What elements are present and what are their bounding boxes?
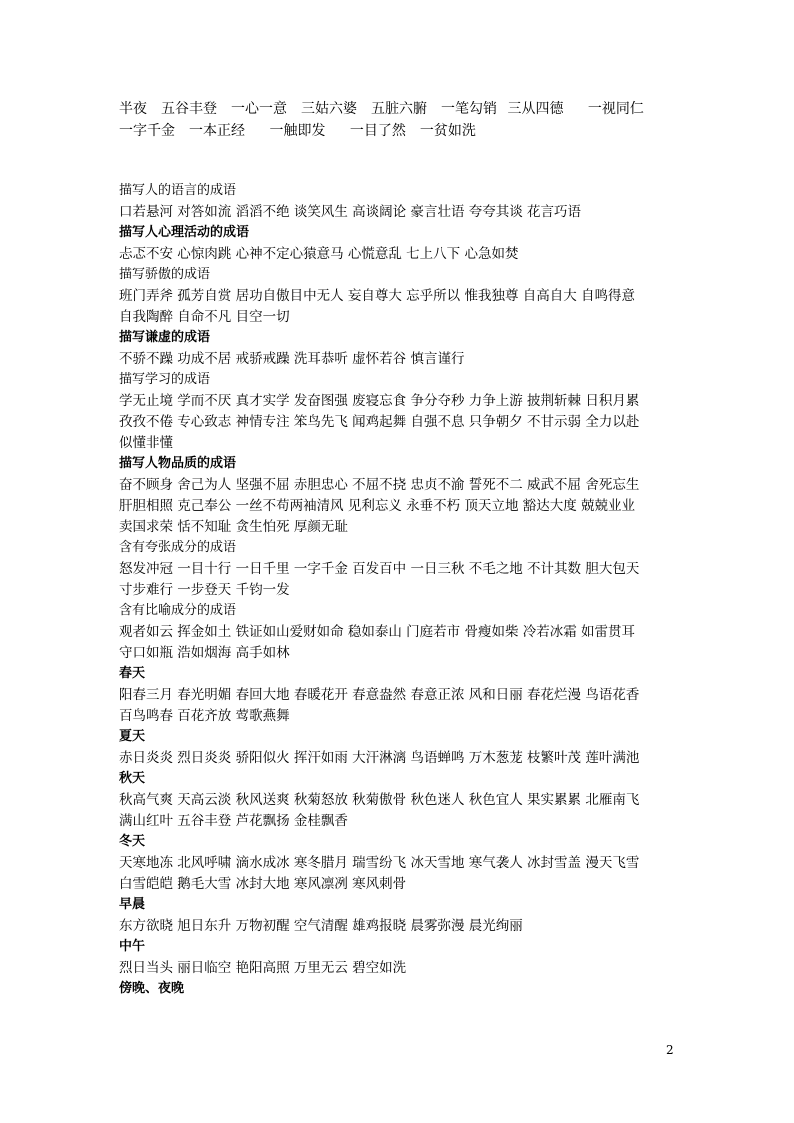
section-heading: 傍晚、夜晚 bbox=[119, 981, 185, 996]
section-heading: 早晨 bbox=[119, 897, 146, 912]
idiom-line: 学无止境 学而不厌 真才实学 发奋图强 废寝忘食 争分夺秒 力争上游 披荆斩棘 日积月累 bbox=[119, 393, 640, 409]
idiom-line: 秋高气爽 天高云淡 秋风送爽 秋菊怒放 秋菊傲骨 秋色迷人 秋色宜人 果实累累 北雁南飞 bbox=[119, 792, 640, 808]
idiom-line: 奋不顾身 舍己为人 坚强不屈 赤胆忠心 不屈不挠 忠贞不渝 誓死不二 威武不屈 舍死忘生 bbox=[119, 477, 640, 493]
idiom-line: 口若悬河 对答如流 滔滔不绝 谈笑风生 高谈阔论 豪言壮语 夸夸其谈 花言巧语 bbox=[119, 204, 582, 220]
idiom-line: 守口如瓶 浩如烟海 高手如林 bbox=[119, 645, 290, 661]
section-heading: 含有比喻成分的成语 bbox=[119, 603, 237, 618]
idiom-line: 肝胆相照 克己奉公 一丝不苟两袖清风 见利忘义 永垂不朽 顶天立地 豁达大度 兢兢业业 bbox=[119, 498, 636, 514]
idiom-line: 白雪皑皑 鹅毛大雪 冰封大地 寒风凛冽 寒风刺骨 bbox=[119, 876, 407, 892]
idiom-line: 卖国求荣 恬不知耻 贪生怕死 厚颜无耻 bbox=[119, 519, 348, 535]
idiom-line: 赤日炎炎 烈日炎炎 骄阳似火 挥汗如雨 大汗淋漓 鸟语蝉鸣 万木葱茏 枝繁叶茂 莲叶满池 bbox=[119, 750, 640, 766]
section-heading: 描写谦虚的成语 bbox=[119, 330, 211, 345]
section-heading: 春天 bbox=[119, 666, 146, 681]
section-heading: 描写学习的成语 bbox=[119, 372, 211, 387]
section-heading: 夏天 bbox=[119, 729, 146, 744]
idiom-line: 寸步难行 一步登天 千钧一发 bbox=[119, 582, 290, 598]
section-heading: 含有夸张成分的成语 bbox=[119, 540, 237, 555]
idiom-line: 天寒地冻 北风呼啸 滴水成冰 寒冬腊月 瑞雪纷飞 冰天雪地 寒气袭人 冰封雪盖 漫天飞雪 bbox=[119, 855, 640, 871]
idiom-line: 不骄不躁 功成不居 戒骄戒躁 洗耳恭听 虚怀若谷 慎言谨行 bbox=[119, 351, 465, 367]
section-heading: 描写人物品质的成语 bbox=[119, 456, 237, 471]
section-heading: 冬天 bbox=[119, 834, 146, 849]
idiom-line: 孜孜不倦 专心致志 神情专注 笨鸟先飞 闻鸡起舞 自强不息 只争朝夕 不甘示弱 全力以赴 bbox=[119, 414, 640, 430]
section-heading: 秋天 bbox=[119, 771, 146, 786]
section-heading: 描写人的语言的成语 bbox=[119, 183, 237, 198]
idiom-line: 百鸟鸣春 百花齐放 莺歌燕舞 bbox=[119, 708, 290, 724]
idiom-line: 满山红叶 五谷丰登 芦花飘扬 金桂飘香 bbox=[119, 813, 348, 829]
idiom-line: 忐忑不安 心惊肉跳 心神不定心猿意马 心慌意乱 七上八下 心急如焚 bbox=[119, 246, 519, 262]
idiom-line: 东方欲晓 旭日东升 万物初醒 空气清醒 雄鸡报晓 晨雾弥漫 晨光绚丽 bbox=[119, 918, 523, 934]
section-heading: 描写骄傲的成语 bbox=[119, 267, 211, 282]
idiom-line: 半夜 五谷丰登 一心一意 三姑六婆 五脏六腑 一笔勾销 三从四德 一视同仁 bbox=[119, 101, 644, 117]
idiom-line: 烈日当头 丽日临空 艳阳高照 万里无云 碧空如洗 bbox=[119, 960, 407, 976]
idiom-line: 阳春三月 春光明媚 春回大地 春暖花开 春意盎然 春意正浓 风和日丽 春花烂漫 鸟语花香 bbox=[119, 687, 640, 703]
section-heading: 中午 bbox=[119, 939, 146, 954]
idiom-line: 一字千金 一本正经 一触即发 一目了然 一贫如洗 bbox=[119, 123, 476, 139]
page-number: 2 bbox=[666, 1043, 674, 1057]
idiom-line: 观者如云 挥金如土 铁证如山爱财如命 稳如泰山 门庭若市 骨瘦如柴 冷若冰霜 如雷贯耳 bbox=[119, 624, 636, 640]
idiom-line: 自我陶醉 自命不凡 目空一切 bbox=[119, 309, 290, 325]
section-heading: 描写人心理活动的成语 bbox=[119, 225, 250, 240]
idiom-line: 怒发冲冠 一目十行 一日千里 一字千金 百发百中 一日三秋 不毛之地 不计其数 胆大包天 bbox=[119, 561, 640, 577]
idiom-line: 班门弄斧 孤芳自赏 居功自傲目中无人 妄自尊大 忘乎所以 惟我独尊 自高自大 自鸣得意 bbox=[119, 288, 636, 304]
idiom-line: 似懂非懂 bbox=[119, 435, 173, 451]
